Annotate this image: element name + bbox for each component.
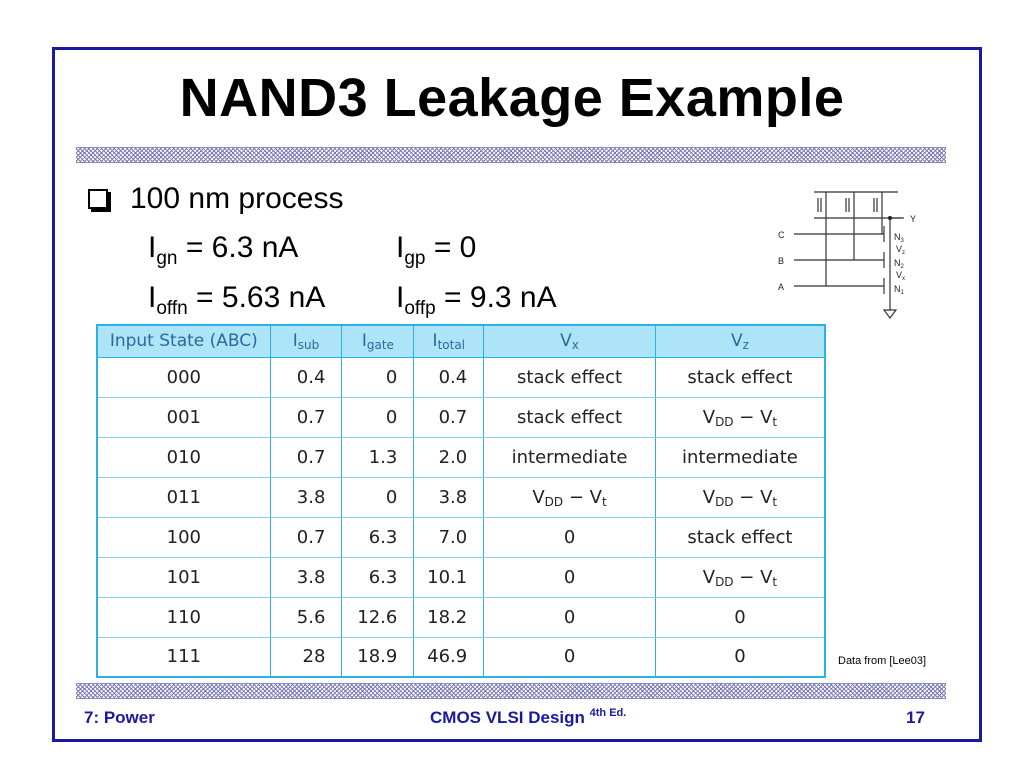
table-row xyxy=(97,437,825,477)
cell-igate: 1.3 xyxy=(342,437,414,477)
leakage-table xyxy=(96,324,826,678)
cell-vx: 0 xyxy=(484,517,656,557)
cell-itotal: 18.2 xyxy=(414,597,484,637)
label-vz: $V_z$ xyxy=(896,244,906,256)
cell-itotal: 7.0 xyxy=(414,517,484,557)
cell-igate: 0 xyxy=(342,477,414,517)
cell-isub: 0.7 xyxy=(270,437,342,477)
cell-vx: 0 xyxy=(484,557,656,597)
cell-vx: 0 xyxy=(484,637,656,677)
cell-input-state: 001 xyxy=(97,397,270,437)
cell-isub: 0.7 xyxy=(270,397,342,437)
header-itotal: $I_{total}$ xyxy=(414,325,484,357)
cell-itotal: 10.1 xyxy=(414,557,484,597)
cell-vz: 0 xyxy=(655,637,825,677)
cell-vx: $V_{DD} - V_t$ xyxy=(484,477,656,517)
cell-input-state: 000 xyxy=(97,357,270,397)
bullet-text: 100 nm process xyxy=(130,182,344,215)
cell-itotal: 0.4 xyxy=(414,357,484,397)
footer-book-title: CMOS VLSI Design $^{4th Ed.}$ xyxy=(430,707,627,727)
cell-igate: 6.3 xyxy=(342,517,414,557)
param-ioffp: $I_{offp} = 9.3$ nA xyxy=(396,281,557,319)
label-n3: $N_3$ xyxy=(894,232,904,244)
label-c: C xyxy=(778,230,785,240)
top-hatch-divider xyxy=(76,147,946,163)
nand3-schematic xyxy=(774,182,934,322)
cell-vx: 0 xyxy=(484,597,656,637)
table-row xyxy=(97,357,825,397)
table-row xyxy=(97,477,825,517)
label-vx: $V_x$ xyxy=(896,270,906,282)
cell-itotal: 2.0 xyxy=(414,437,484,477)
header-vx: $V_x$ xyxy=(484,325,656,357)
label-a: A xyxy=(778,282,785,292)
header-isub: $I_{sub}$ xyxy=(270,325,342,357)
header-igate: $I_{gate}$ xyxy=(342,325,414,357)
label-n1: $N_1$ xyxy=(894,284,904,296)
header-input-state: Input State (ABC) xyxy=(97,325,270,357)
cell-input-state: 110 xyxy=(97,597,270,637)
cell-igate: 12.6 xyxy=(342,597,414,637)
data-source-note: Data from [Lee03] xyxy=(838,655,927,667)
cell-isub: 0.4 xyxy=(270,357,342,397)
cell-vz: $V_{DD} - V_t$ xyxy=(655,477,825,517)
cell-vz: stack effect xyxy=(655,357,825,397)
cell-itotal: 46.9 xyxy=(414,637,484,677)
table-header-row xyxy=(97,325,825,357)
header-vz: $V_z$ xyxy=(655,325,825,357)
table-row xyxy=(97,637,825,677)
cell-isub: 3.8 xyxy=(270,557,342,597)
cell-input-state: 101 xyxy=(97,557,270,597)
slide-title: NAND3 Leakage Example xyxy=(179,68,845,128)
param-igp: $I_{gp} = 0$ xyxy=(396,231,477,269)
cell-vx: stack effect xyxy=(484,357,656,397)
cell-input-state: 011 xyxy=(97,477,270,517)
cell-input-state: 111 xyxy=(97,637,270,677)
cell-vx: stack effect xyxy=(484,397,656,437)
cell-vz: $V_{DD} - V_t$ xyxy=(655,397,825,437)
param-ioffn: $I_{offn} = 5.63$ nA xyxy=(148,281,326,319)
cell-itotal: 3.8 xyxy=(414,477,484,517)
param-ign: $I_{gn} = 6.3$ nA xyxy=(148,231,299,269)
table-row xyxy=(97,597,825,637)
cell-isub: 0.7 xyxy=(270,517,342,557)
cell-vz: stack effect xyxy=(655,517,825,557)
cell-isub: 3.8 xyxy=(270,477,342,517)
label-n2: $N_2$ xyxy=(894,258,904,270)
cell-igate: 0 xyxy=(342,397,414,437)
table-row xyxy=(97,517,825,557)
cell-isub: 5.6 xyxy=(270,597,342,637)
footer-chapter: 7: Power xyxy=(84,708,155,727)
cell-isub: 28 xyxy=(270,637,342,677)
label-y: Y xyxy=(910,214,917,224)
cell-itotal: 0.7 xyxy=(414,397,484,437)
table-row xyxy=(97,557,825,597)
cell-vz: $V_{DD} - V_t$ xyxy=(655,557,825,597)
cell-vz: intermediate xyxy=(655,437,825,477)
cell-igate: 0 xyxy=(342,357,414,397)
cell-vx: intermediate xyxy=(484,437,656,477)
square-bullet-icon xyxy=(88,189,108,209)
footer-page-number: 17 xyxy=(906,708,925,727)
cell-input-state: 100 xyxy=(97,517,270,557)
cell-igate: 18.9 xyxy=(342,637,414,677)
label-b: B xyxy=(778,256,785,266)
bottom-hatch-divider xyxy=(76,683,946,699)
cell-vz: 0 xyxy=(655,597,825,637)
cell-igate: 6.3 xyxy=(342,557,414,597)
bullet-item xyxy=(88,182,343,216)
table-row xyxy=(97,397,825,437)
cell-input-state: 010 xyxy=(97,437,270,477)
